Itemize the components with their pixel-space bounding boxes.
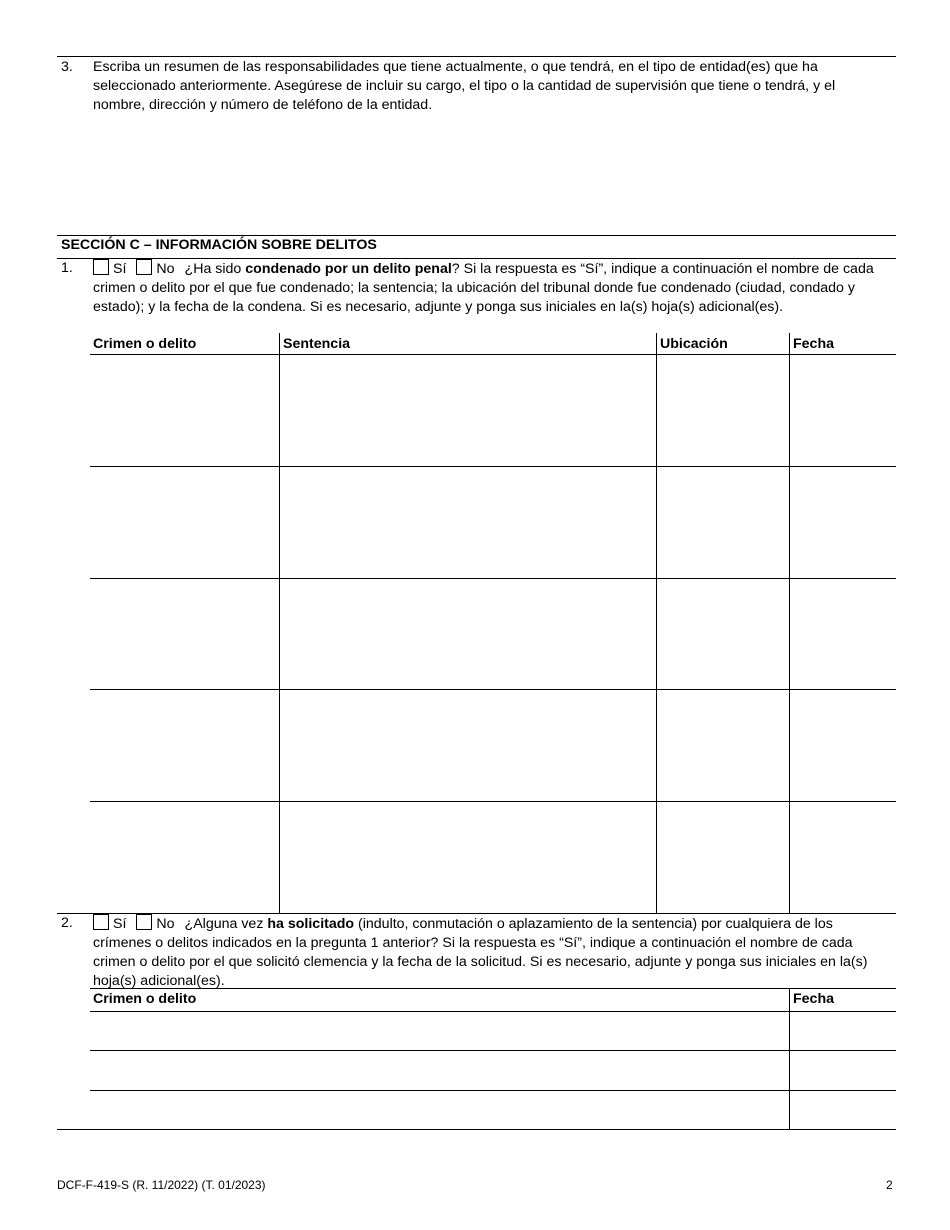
q2-cell-crime[interactable] — [91, 1012, 788, 1049]
q1-question-post: ? Si la respuesta es “Sí”, indique a continuación el nombre de cada crimen o delito por el que fue condenado; la sentencia; la ubicación del tribunal donde fue condenado (ciudad, condado y estado); y la fecha de la condena. Si es necesario, adjunte y ponga sus iniciales en la(s) hoja(s) adicional(es). — [93, 261, 874, 315]
q1-no-checkbox[interactable] — [136, 259, 152, 275]
q1-yes-label: Sí — [113, 261, 127, 277]
q3-number: 3. — [61, 59, 73, 75]
q2-header-crime: Crimen o delito — [93, 991, 197, 1007]
q1-cell-location[interactable] — [657, 355, 788, 465]
q1-cell-date[interactable] — [790, 467, 895, 577]
q1-cell-sentence[interactable] — [280, 579, 655, 688]
q1-header-sentence: Sentencia — [283, 336, 351, 352]
q1-question-pre: ¿Ha sido — [184, 261, 246, 277]
q2-question-post: (indulto, conmutación o aplazamiento de la sentencia) por cualquiera de los crímenes o delitos indicados en la pregunta 1 anterior? Si la respuesta es “Sí”, indique a continuación el nombre de cada crimen o delito por el que solicitó clemencia y la fecha de la solicitud. Si es necesario, adjunte y ponga sus iniciales en la(s) hoja(s) adicional(es). — [93, 916, 868, 989]
q2-yes-checkbox[interactable] — [93, 914, 109, 930]
q3-text: Escriba un resumen de las responsabilidades que tiene actualmente, o que tendrá, en el tipo de entidad(es) que ha seleccionado anteriormente. Asegúrese de incluir su cargo, el tipo o la cantidad de supervisión que tiene o tendrá, y el nombre, dirección y número de teléfono de la entidad. — [93, 59, 836, 113]
q2-cell-date[interactable] — [790, 1012, 895, 1049]
q2-yes-label: Sí — [113, 916, 127, 932]
q2-question-pre: ¿Alguna vez — [184, 916, 268, 932]
q1-cell-crime[interactable] — [91, 802, 278, 912]
q1-cell-date[interactable] — [790, 579, 895, 688]
q2-no-checkbox[interactable] — [136, 914, 152, 930]
q1-cell-crime[interactable] — [91, 690, 278, 800]
q1-header-date: Fecha — [793, 336, 835, 352]
q1-cell-sentence[interactable] — [280, 690, 655, 800]
q1-header-crime: Crimen o delito — [93, 336, 197, 352]
q1-cell-sentence[interactable] — [280, 467, 655, 577]
q1-number: 1. — [61, 260, 73, 276]
q2-text-block — [93, 914, 891, 991]
q1-header-location: Ubicación — [660, 336, 728, 352]
q1-yes-checkbox[interactable] — [93, 259, 109, 275]
q2-table-top-rule — [90, 988, 896, 989]
q1-cell-date[interactable] — [790, 802, 895, 912]
q2-cell-date[interactable] — [790, 1091, 895, 1128]
q1-cell-crime[interactable] — [91, 355, 278, 465]
q1-cell-location[interactable] — [657, 690, 788, 800]
q1-text-block — [93, 259, 891, 317]
q1-cell-crime[interactable] — [91, 467, 278, 577]
q2-number: 2. — [61, 915, 73, 931]
q2-header-date: Fecha — [793, 991, 835, 1007]
page-number: 2 — [886, 1178, 893, 1192]
q2-cell-crime[interactable] — [91, 1051, 788, 1089]
q1-cell-location[interactable] — [657, 467, 788, 577]
q2-question-bold: ha solicitado — [267, 916, 355, 932]
q2-no-label: No — [156, 916, 175, 932]
form-id: DCF-F-419-S (R. 11/2022) (T. 01/2023) — [57, 1178, 266, 1192]
q1-cell-date[interactable] — [790, 355, 895, 465]
q2-cell-date[interactable] — [790, 1051, 895, 1089]
section-c-title: SECCIÓN C – INFORMACIÓN SOBRE DELITOS — [61, 237, 377, 253]
q1-no-label: No — [156, 261, 175, 277]
q1-cell-crime[interactable] — [91, 579, 278, 688]
q1-question-bold: condenado por un delito penal — [245, 261, 452, 277]
q3-answer-area[interactable] — [93, 118, 893, 232]
q1-cell-sentence[interactable] — [280, 802, 655, 912]
q3-top-rule — [57, 56, 896, 57]
q1-cell-date[interactable] — [790, 690, 895, 800]
q1-cell-sentence[interactable] — [280, 355, 655, 465]
q1-cell-location[interactable] — [657, 579, 788, 688]
q1-cell-location[interactable] — [657, 802, 788, 912]
q2-cell-crime[interactable] — [91, 1091, 788, 1128]
q2-table-bottom-rule — [57, 1129, 896, 1130]
